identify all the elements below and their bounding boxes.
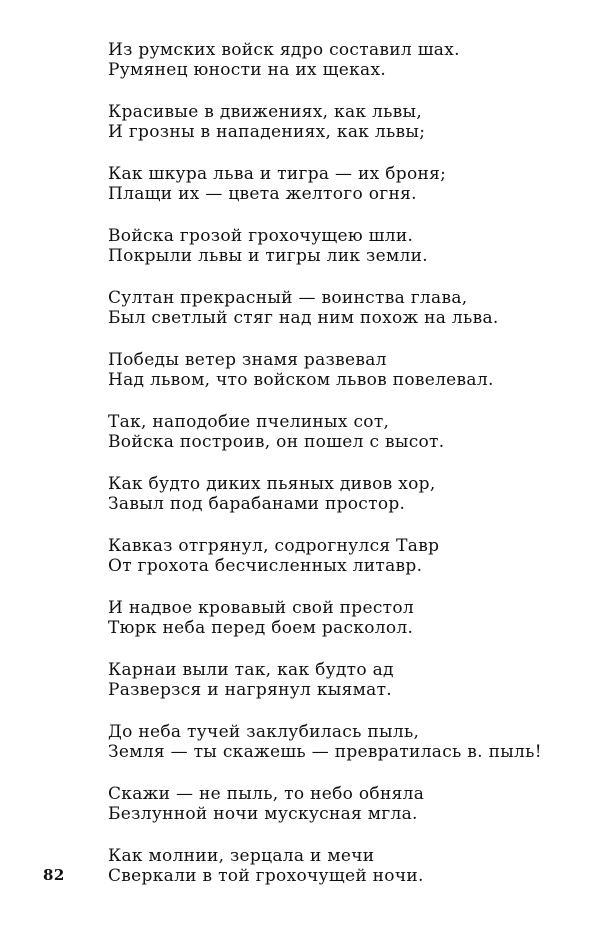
stanza xyxy=(108,598,578,638)
verse-line: Как молнии, зерцала и мечи xyxy=(108,846,375,866)
stanza xyxy=(108,226,578,266)
verse-line: Войска грозой грохочущею шли. xyxy=(108,226,414,246)
verse-line: От грохота бесчисленных литавр. xyxy=(108,556,423,576)
verse-line: Покрыли львы и тигры лик земли. xyxy=(108,246,428,266)
verse-line: Румянец юности на их щеках. xyxy=(108,60,387,80)
stanza xyxy=(108,536,578,576)
verse-line: Безлунной ночи мускусная мгла. xyxy=(108,804,418,824)
stanza xyxy=(108,412,578,452)
verse-line: Так, наподобие пчелиных сот, xyxy=(108,412,390,432)
page-number: 82 xyxy=(43,866,65,884)
verse-line: Карнаи выли так, как будто ад xyxy=(108,660,394,680)
stanza xyxy=(108,846,578,886)
verse-line: Был светлый стяг над ним похож на льва. xyxy=(108,308,499,328)
stanza xyxy=(108,164,578,204)
verse-line: До неба тучей заклубилась пыль, xyxy=(108,722,420,742)
stanza xyxy=(108,722,578,762)
verse-line: Завыл под барабанами простор. xyxy=(108,494,406,514)
stanza xyxy=(108,350,578,390)
verse-line: И грозны в нападениях, как львы; xyxy=(108,122,426,142)
verse-line: Сверкали в той грохочущей ночи. xyxy=(108,866,424,886)
stanza xyxy=(108,474,578,514)
verse-line: Разверзся и нагрянул кыямат. xyxy=(108,680,392,700)
stanza xyxy=(108,40,578,80)
verse-line: Победы ветер знамя развевал xyxy=(108,350,387,370)
poem-text xyxy=(108,40,578,908)
verse-line: Тюрк неба перед боем расколол. xyxy=(108,618,414,638)
verse-line: Над львом, что войском львов повелевал. xyxy=(108,370,494,390)
verse-line: Красивые в движениях, как львы, xyxy=(108,102,423,122)
verse-line: Плащи их — цвета желтого огня. xyxy=(108,184,417,204)
verse-line: И надвое кровавый свой престол xyxy=(108,598,415,618)
stanza xyxy=(108,660,578,700)
verse-line: Султан прекрасный — воинства глава, xyxy=(108,288,468,308)
verse-line: Как шкура льва и тигра — их броня; xyxy=(108,164,447,184)
stanza xyxy=(108,784,578,824)
verse-line: Как будто диких пьяных дивов хор, xyxy=(108,474,436,494)
verse-line: Из румских войск ядро составил шах. xyxy=(108,40,460,60)
stanza xyxy=(108,102,578,142)
stanza xyxy=(108,288,578,328)
verse-line: Земля — ты скажешь — превратилась в. пыль! xyxy=(108,742,542,762)
verse-line: Скажи — не пыль, то небо обняла xyxy=(108,784,425,804)
verse-line: Кавказ отгрянул, содрогнулся Тавр xyxy=(108,536,440,556)
verse-line: Войска построив, он пошел с высот. xyxy=(108,432,445,452)
